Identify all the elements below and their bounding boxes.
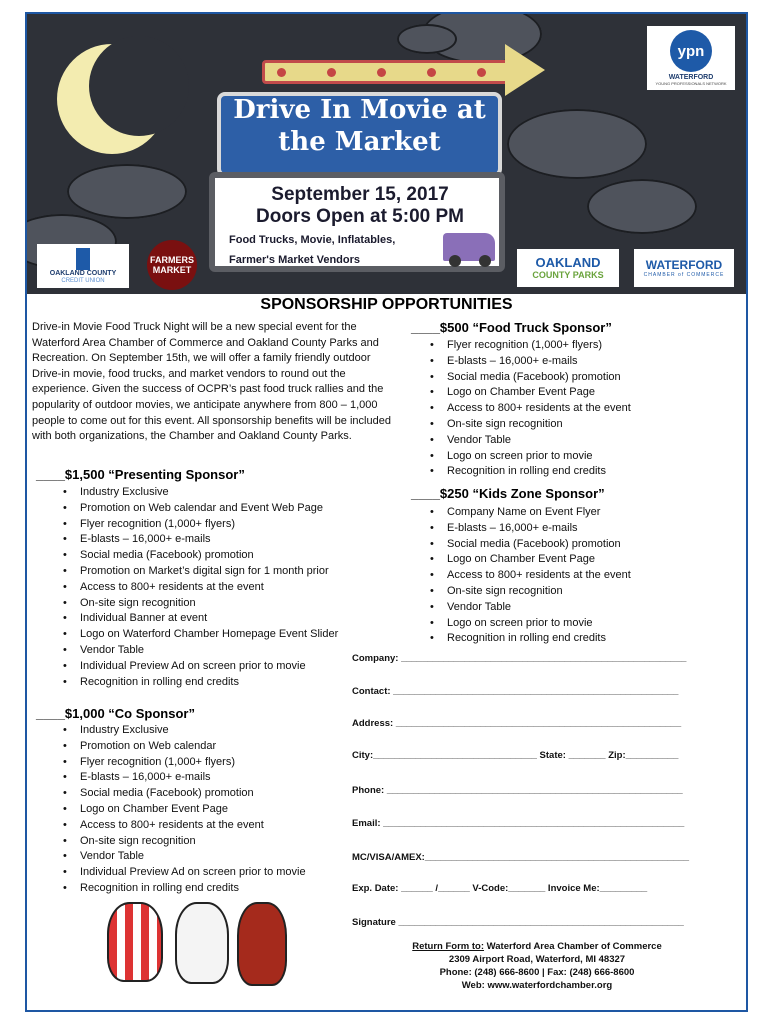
tier-title-co: ____$1,000 “Co Sponsor” (36, 706, 195, 721)
benefit-item: • Access to 800+ residents at the event (59, 818, 306, 834)
cloud-shape (397, 24, 457, 54)
address-field[interactable]: Address: ______________________________________________________ (352, 718, 682, 729)
ypn-logo: ypn WATERFORD YOUNG PROFESSIONALS NETWORK (647, 26, 735, 90)
tier-title-kids-zone: ____$250 “Kids Zone Sponsor” (411, 486, 605, 501)
benefits-list-presenting (59, 485, 338, 690)
return-address: 2309 Airport Road, Waterford, MI 48327 (448, 954, 626, 965)
popcorn-mascot-icon (107, 902, 163, 982)
arrow-sign (262, 60, 512, 84)
benefit-item: • Social media (Facebook) promotion (426, 370, 631, 386)
return-org: Waterford Area Chamber of Commerce (484, 941, 662, 952)
benefit-item: • E-blasts – 16,000+ e-mails (426, 354, 631, 370)
soda-cup-mascot-icon (175, 902, 229, 984)
tier-title-presenting: ____$1,500 “Presenting Sponsor” (36, 467, 245, 482)
event-banner (27, 14, 746, 294)
light-bulb (427, 68, 436, 77)
marquee-board (209, 172, 505, 272)
cloud-shape (507, 109, 647, 179)
farmers-market-logo: FARMERS MARKET (147, 240, 197, 290)
benefit-item: • Logo on Waterford Chamber Homepage Event Slider (59, 627, 338, 643)
return-phone: Phone: (248) 666-8600 | Fax: (248) 666-8600 (439, 967, 635, 978)
benefit-item: • Social media (Facebook) promotion (59, 548, 338, 564)
benefits-list-kids-zone (426, 505, 631, 647)
light-bulb (377, 68, 386, 77)
benefit-item: • Promotion on Web calendar (59, 739, 306, 755)
benefit-item: • Company Name on Event Flyer (426, 505, 631, 521)
cloud-shape (67, 164, 187, 219)
credit-union-mark-icon (76, 248, 90, 270)
benefit-item: • Promotion on Market’s digital sign for 1 month prior (59, 564, 338, 580)
return-web: Web: www.waterfordchamber.org (461, 980, 613, 991)
benefit-item: • Promotion on Web calendar and Event Web Page (59, 501, 338, 517)
credit-union-logo: OAKLAND COUNTY CREDIT UNION (37, 244, 129, 288)
benefit-item: • Social media (Facebook) promotion (426, 537, 631, 553)
benefit-item: • Flyer recognition (1,000+ flyers) (426, 338, 631, 354)
benefit-item: • Logo on screen prior to movie (426, 616, 631, 632)
flyer-page (25, 12, 748, 1012)
benefit-item: • Logo on screen prior to movie (426, 449, 631, 465)
benefit-item: • Industry Exclusive (59, 723, 306, 739)
event-subline-1: Food Trucks, Movie, Inflatables, (229, 234, 396, 246)
return-info (357, 940, 717, 992)
benefit-item: • E-blasts – 16,000+ e-mails (59, 770, 306, 786)
benefit-item: • Vendor Table (59, 643, 338, 659)
benefit-item: • Recognition in rolling end credits (59, 881, 306, 897)
event-doors: Doors Open at 5:00 PM (256, 206, 464, 227)
benefit-item: • E-blasts – 16,000+ e-mails (59, 532, 338, 548)
vintage-car-icon (443, 233, 495, 261)
card-type-field[interactable]: MC/VISA/AMEX:__________________________________________________ (352, 852, 690, 863)
event-subline-2: Farmer's Market Vendors (229, 254, 361, 266)
benefit-item: • On-site sign recognition (426, 584, 631, 600)
light-bulb (477, 68, 486, 77)
benefit-item: • Flyer recognition (1,000+ flyers) (59, 755, 306, 771)
benefit-item: • Flyer recognition (1,000+ flyers) (59, 517, 338, 533)
county-parks-logo: OAKLAND COUNTY PARKS (517, 249, 619, 287)
benefits-list-co (59, 723, 306, 897)
benefits-list-food-truck (426, 338, 631, 480)
benefit-item: • Logo on Chamber Event Page (59, 802, 306, 818)
signature-field[interactable]: Signature ______________________________________________________ (352, 917, 684, 928)
benefit-item: • Vendor Table (426, 433, 631, 449)
intro-paragraph: Drive-in Movie Food Truck Night will be a new special event for the Waterford Area Chamber of Commerce and Oakland County Parks and Recreation. On September 15th, we will offer a family friendly outdoor Drive-in movie, food trucks, and market vendors to round out the experience. Given the success of OCPR’s past food truck rallies and the popularity of outdoor movies, we anticipate anywhere from 800 – 1,000 people to come out for this event. All sponsorship benefits will be included with both organizations, the Chamber and Oakland County Parks. (32, 321, 391, 443)
benefit-item: • On-site sign recognition (59, 834, 306, 850)
event-title: Drive In Movie at the Market (233, 95, 486, 157)
benefit-item: • On-site sign recognition (426, 417, 631, 433)
page-heading: SPONSORSHIP OPPORTUNITIES (260, 296, 513, 313)
exp-vcode-invoice-field[interactable]: Exp. Date: ______ /______ V-Code:_______ Invoice Me:_________ (352, 883, 648, 894)
benefit-item: • Recognition in rolling end credits (426, 464, 631, 480)
phone-field[interactable]: Phone: ________________________________________________________ (352, 785, 683, 796)
benefit-item: • Individual Preview Ad on screen prior to movie (59, 865, 306, 881)
benefit-item: • E-blasts – 16,000+ e-mails (426, 521, 631, 537)
benefit-item: • Social media (Facebook) promotion (59, 786, 306, 802)
benefit-item: • On-site sign recognition (59, 596, 338, 612)
benefit-item: • Recognition in rolling end credits (426, 631, 631, 647)
event-date: September 15, 2017 (271, 184, 449, 205)
benefit-item: • Recognition in rolling end credits (59, 675, 338, 691)
benefit-item: • Access to 800+ residents at the event (426, 568, 631, 584)
company-field[interactable]: Company: ______________________________________________________ (352, 653, 687, 664)
contact-field[interactable]: Contact: ______________________________________________________ (352, 686, 679, 697)
hotdog-mascot-icon (237, 902, 287, 986)
arrow-head-icon (505, 44, 545, 96)
benefit-item: • Individual Preview Ad on screen prior to movie (59, 659, 338, 675)
benefit-item: • Vendor Table (59, 849, 306, 865)
benefit-item: • Logo on Chamber Event Page (426, 385, 631, 401)
tier-title-food-truck: ____$500 “Food Truck Sponsor” (411, 320, 612, 335)
benefit-item: • Industry Exclusive (59, 485, 338, 501)
return-label: Return Form to: (412, 941, 485, 952)
benefit-item: • Access to 800+ residents at the event (426, 401, 631, 417)
benefit-item: • Access to 800+ residents at the event (59, 580, 338, 596)
light-bulb (277, 68, 286, 77)
email-field[interactable]: Email: _________________________________________________________ (352, 818, 685, 829)
waterford-chamber-logo: WATERFORD CHAMBER of COMMERCE (634, 249, 734, 287)
benefit-item: • Logo on Chamber Event Page (426, 552, 631, 568)
cloud-shape (587, 179, 697, 234)
benefit-item: • Individual Banner at event (59, 611, 338, 627)
light-bulb (327, 68, 336, 77)
benefit-item: • Vendor Table (426, 600, 631, 616)
city-state-zip-field[interactable]: City:_______________________________ State: _______ Zip:__________ (352, 750, 679, 761)
